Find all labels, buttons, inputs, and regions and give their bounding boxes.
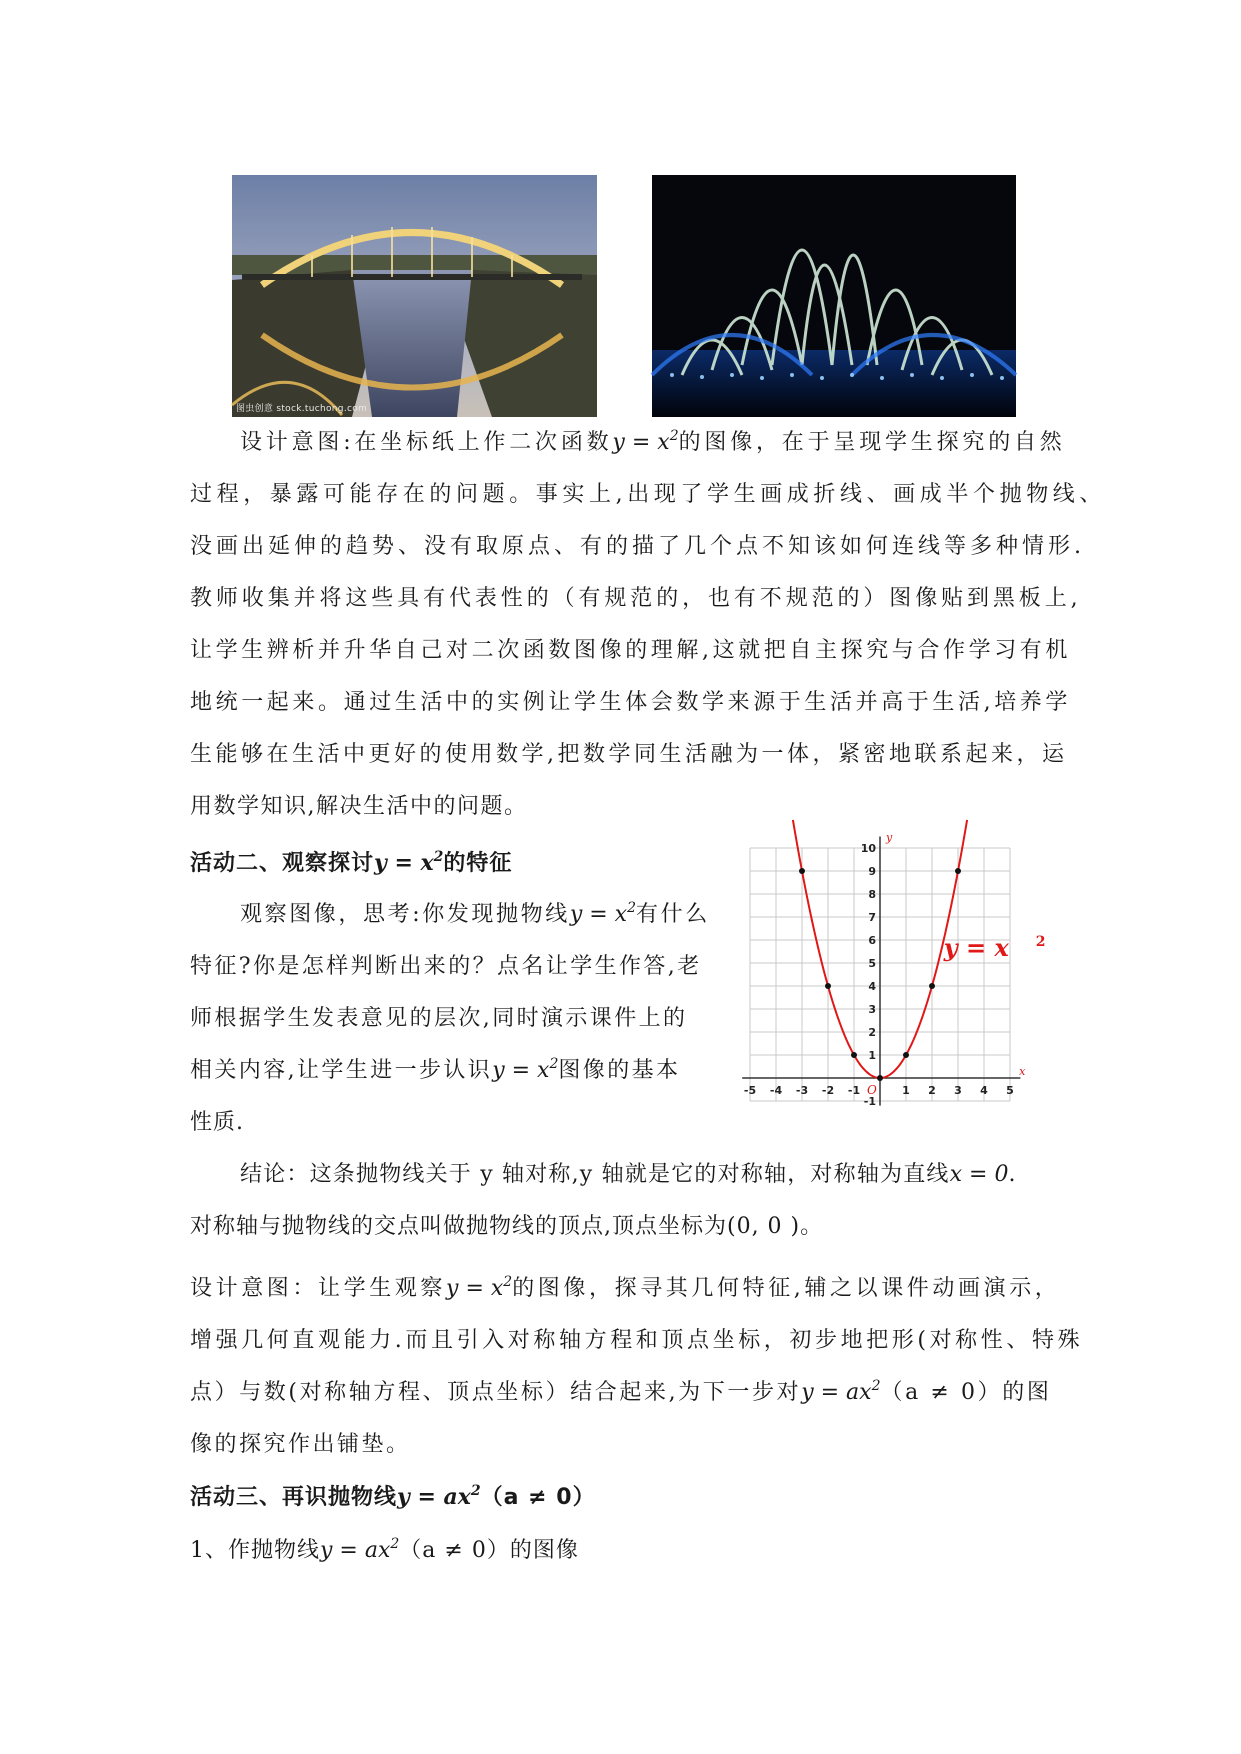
equation-label-exponent: 2 bbox=[1035, 934, 1046, 951]
x-tick-label: 5 bbox=[1006, 1084, 1014, 1097]
a2concl-line: 结论：这条抛物线关于 y 轴对称,y 轴就是它的对称轴，对称轴为直线x = 0. bbox=[240, 1162, 1017, 1187]
y-tick-label: -1 bbox=[863, 1095, 876, 1108]
a2body-line: 相关内容,让学生进一步认识$y = x^2$图像的基本 bbox=[190, 1056, 681, 1083]
y-tick-label: 1 bbox=[868, 1049, 876, 1062]
di2-line: 点）与数(对称轴方程、顶点坐标）结合起来,为下一步对$y = ax^2(a \ne 0)$的图 bbox=[190, 1378, 1052, 1405]
x-tick-label: 4 bbox=[980, 1084, 988, 1097]
x-tick-label: -1 bbox=[847, 1084, 861, 1097]
y-tick-label: 7 bbox=[868, 911, 876, 924]
y-tick-label: 9 bbox=[868, 865, 876, 878]
data-point bbox=[877, 1075, 883, 1081]
origin-label: O bbox=[867, 1083, 877, 1097]
di1-line: 生能够在生活中更好的使用数学,把数学同生活融为一体，紧密地联系起来，运 bbox=[190, 742, 1068, 767]
di1-line: 教师收集并将这些具有代表性的（有规范的，也有不规范的）图像贴到黑板上, bbox=[190, 586, 1082, 611]
activity2-title: 活动二、观察探讨$y = x^2$的特征 bbox=[190, 849, 513, 876]
di2-line: 增强几何直观能力.而且引入对称轴方程和顶点坐标，初步地把形(对称性、特殊 bbox=[190, 1328, 1084, 1353]
activity3-title: 活动三、再识抛物线$y = ax^2(a \ne 0)$ bbox=[190, 1483, 596, 1510]
x-tick-label: 2 bbox=[928, 1084, 936, 1097]
a2body-line: 特征?你是怎样判断出来的？点名让学生作答,老 bbox=[190, 954, 702, 979]
di2-line: 像的探究作出铺垫。 bbox=[190, 1432, 411, 1457]
a2body-line: 观察图像，思考:你发现抛物线$y = x^2$有什么 bbox=[240, 900, 710, 927]
y-tick-label: 3 bbox=[868, 1003, 876, 1016]
di1-line: 没画出延伸的趋势、没有取原点、有的描了几个点不知该如何连线等多种情形. bbox=[190, 534, 1085, 559]
di1-line: 设计意图:在坐标纸上作二次函数$y = x^2$的图像，在于呈现学生探究的自然 bbox=[240, 428, 1066, 455]
x-axis-label: x bbox=[1019, 1065, 1026, 1078]
activity3-item-1: 1、作抛物线$y = ax^2(a \ne 0)$的图像 bbox=[190, 1536, 579, 1563]
bridge-photo bbox=[232, 175, 597, 417]
di1-line: 地统一起来。通过生活中的实例让学生体会数学来源于生活并高于生活,培养学 bbox=[190, 690, 1071, 715]
a2body-line: 性质. bbox=[190, 1110, 244, 1135]
data-point bbox=[903, 1052, 909, 1058]
y-tick-label: 10 bbox=[860, 842, 876, 855]
equation-label: y = x bbox=[943, 933, 1009, 963]
data-point bbox=[955, 868, 961, 874]
di2-line: 设计意图：让学生观察$y = x^2$的图像，探寻其几何特征,辅之以课件动画演示， bbox=[190, 1274, 1061, 1301]
y-tick-label: 6 bbox=[868, 934, 876, 947]
a2body-line: 师根据学生发表意见的层次,同时演示课件上的 bbox=[190, 1006, 688, 1031]
y-tick-label: 8 bbox=[868, 888, 876, 901]
parabola-graph bbox=[743, 831, 1046, 1120]
fountain-photo bbox=[652, 175, 1016, 417]
y-tick-label: 5 bbox=[868, 957, 876, 970]
a2concl-line: 对称轴与抛物线的交点叫做抛物线的顶点,顶点坐标为(0, 0 )。 bbox=[190, 1214, 824, 1239]
data-point bbox=[799, 868, 805, 874]
x-tick-label: -5 bbox=[743, 1084, 757, 1097]
di1-line: 用数学知识,解决生活中的问题。 bbox=[190, 794, 528, 819]
x-tick-label: 1 bbox=[902, 1084, 910, 1097]
di1-line: 过程，暴露可能存在的问题。事实上,出现了学生画成折线、画成半个抛物线、 bbox=[190, 482, 1106, 507]
data-point bbox=[929, 983, 935, 989]
y-tick-label: 2 bbox=[868, 1026, 876, 1039]
data-point bbox=[825, 983, 831, 989]
watermark-text: 图虫创意 stock.tuchong.com bbox=[236, 404, 368, 414]
x-tick-label: -2 bbox=[821, 1084, 835, 1097]
x-tick-label: -4 bbox=[769, 1084, 783, 1097]
di1-line: 让学生辨析并升华自己对二次函数图像的理解,这就把自主探究与合作学习有机 bbox=[190, 638, 1071, 663]
x-tick-label: -3 bbox=[795, 1084, 809, 1097]
y-tick-label: 4 bbox=[868, 980, 876, 993]
data-point bbox=[851, 1052, 857, 1058]
y-axis-label: y bbox=[886, 831, 893, 845]
x-tick-label: 3 bbox=[954, 1084, 962, 1097]
